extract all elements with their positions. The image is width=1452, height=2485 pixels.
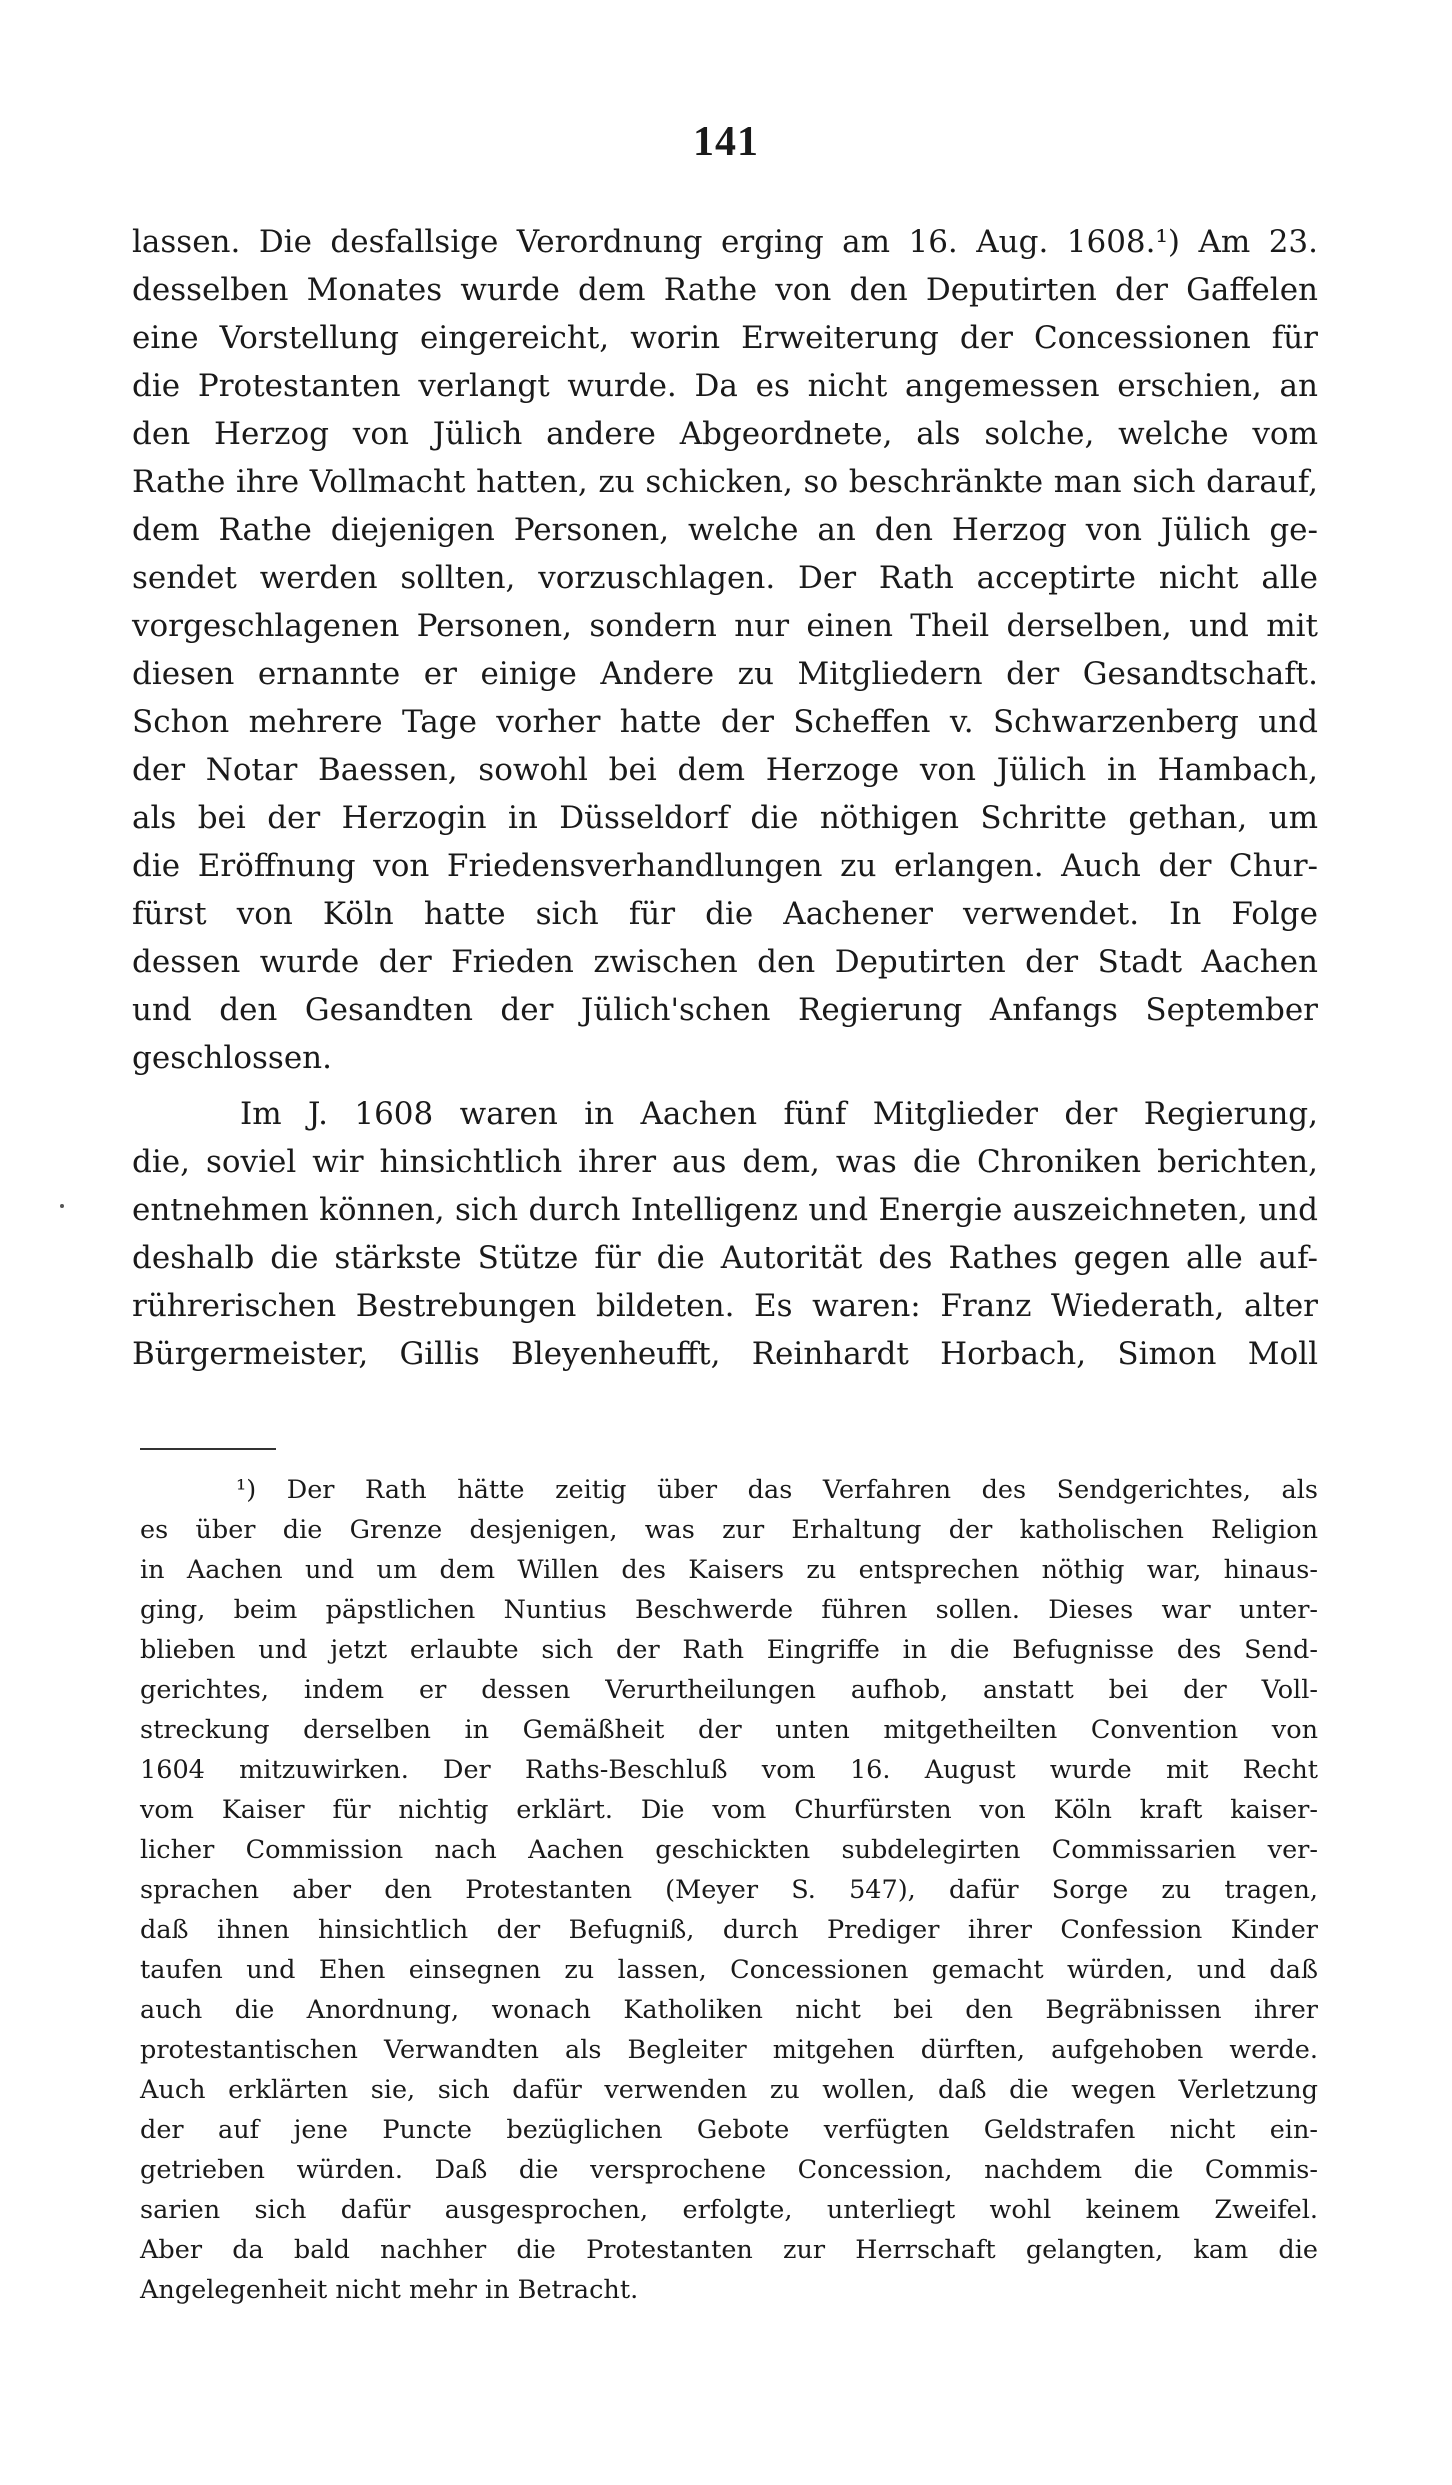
footnote-line: Angelegenheit nicht mehr in Betracht. bbox=[140, 2275, 639, 2305]
body-line: entnehmen können, sich durch Intelligenz und Energie auszeichneten, und bbox=[132, 1192, 1318, 1228]
footnote-line: der auf jene Puncte bezüglichen Gebote verfügten Geldstrafen nicht ein- bbox=[140, 2115, 1318, 2145]
footnote-rule bbox=[140, 1448, 276, 1450]
footnote-line: es über die Grenze desjenigen, was zur Erhaltung der katholischen Religion bbox=[140, 1515, 1318, 1545]
body-line: als bei der Herzogin in Düsseldorf die nöthigen Schritte gethan, um bbox=[132, 800, 1318, 836]
footnote-line: Aber da bald nachher die Protestanten zur Herrschaft gelangten, kam die bbox=[140, 2235, 1318, 2265]
footnote-line: protestantischen Verwandten als Begleiter mitgehen dürften, aufgehoben werde. bbox=[140, 2035, 1318, 2065]
body-line: Schon mehrere Tage vorher hatte der Scheffen v. Schwarzenberg und bbox=[132, 704, 1318, 740]
body-line: lassen. Die desfallsige Verordnung erging am 16. Aug. 1608.¹) Am 23. bbox=[132, 224, 1318, 260]
body-line: eine Vorstellung eingereicht, worin Erweiterung der Concessionen für bbox=[132, 320, 1318, 356]
body-line: deshalb die stärkste Stütze für die Autorität des Rathes gegen alle auf- bbox=[132, 1240, 1318, 1276]
footnote-line: gerichtes, indem er dessen Verurtheilungen aufhob, anstatt bei der Voll- bbox=[140, 1675, 1318, 1705]
footnote-line: ging, beim päpstlichen Nuntius Beschwerde führen sollen. Dieses war unter- bbox=[140, 1595, 1318, 1625]
footnote-line: taufen und Ehen einsegnen zu lassen, Concessionen gemacht würden, und daß bbox=[140, 1955, 1318, 1985]
footnote-line: vom Kaiser für nichtig erklärt. Die vom Churfürsten von Köln kraft kaiser- bbox=[140, 1795, 1318, 1825]
footnote-line: licher Commission nach Aachen geschickten subdelegirten Commissarien ver- bbox=[140, 1835, 1318, 1865]
footnote-line: Auch erklärten sie, sich dafür verwenden zu wollen, daß die wegen Verletzung bbox=[140, 2075, 1318, 2105]
body-line: dessen wurde der Frieden zwischen den Deputirten der Stadt Aachen bbox=[132, 944, 1318, 980]
footnote-line: daß ihnen hinsichtlich der Befugniß, durch Prediger ihrer Confession Kinder bbox=[140, 1915, 1318, 1945]
body-line: diesen ernannte er einige Andere zu Mitgliedern der Gesandtschaft. bbox=[132, 656, 1318, 692]
body-line: geschlossen. bbox=[132, 1040, 332, 1076]
body-line: Im J. 1608 waren in Aachen fünf Mitglieder der Regierung, bbox=[240, 1096, 1318, 1132]
body-line: die Protestanten verlangt wurde. Da es nicht angemessen erschien, an bbox=[132, 368, 1318, 404]
footnote-line: sprachen aber den Protestanten (Meyer S. 547), dafür Sorge zu tragen, bbox=[140, 1875, 1318, 1905]
body-line: und den Gesandten der Jülich'schen Regierung Anfangs September bbox=[132, 992, 1318, 1028]
body-line: Bürgermeister, Gillis Bleyenheufft, Reinhardt Horbach, Simon Moll bbox=[132, 1336, 1318, 1372]
footnote-line: streckung derselben in Gemäßheit der unten mitgetheilten Convention von bbox=[140, 1715, 1318, 1745]
footnote-line: ¹) Der Rath hätte zeitig über das Verfahren des Sendgerichtes, als bbox=[236, 1475, 1318, 1505]
body-line: die Eröffnung von Friedensverhandlungen zu erlangen. Auch der Chur- bbox=[132, 848, 1318, 884]
body-line: die, soviel wir hinsichtlich ihrer aus dem, was die Chroniken berichten, bbox=[132, 1144, 1318, 1180]
body-line: Rathe ihre Vollmacht hatten, zu schicken, so beschränkte man sich darauf, bbox=[132, 464, 1318, 500]
footnote-line: in Aachen und um dem Willen des Kaisers zu entsprechen nöthig war, hinaus- bbox=[140, 1555, 1318, 1585]
body-line: dem Rathe diejenigen Personen, welche an den Herzog von Jülich ge- bbox=[132, 512, 1318, 548]
footnote-line: sarien sich dafür ausgesprochen, erfolgte, unterliegt wohl keinem Zweifel. bbox=[140, 2195, 1318, 2225]
body-line: desselben Monates wurde dem Rathe von den Deputirten der Gaffelen bbox=[132, 272, 1318, 308]
body-line: rührerischen Bestrebungen bildeten. Es waren: Franz Wiederath, alter bbox=[132, 1288, 1318, 1324]
body-line: fürst von Köln hatte sich für die Aachener verwendet. In Folge bbox=[132, 896, 1318, 932]
footnote-line: getrieben würden. Daß die versprochene Concession, nachdem die Commis- bbox=[140, 2155, 1318, 2185]
body-line: vorgeschlagenen Personen, sondern nur einen Theil derselben, und mit bbox=[132, 608, 1318, 644]
body-line: der Notar Baessen, sowohl bei dem Herzoge von Jülich in Hambach, bbox=[132, 752, 1318, 788]
body-line: sendet werden sollten, vorzuschlagen. Der Rath acceptirte nicht alle bbox=[132, 560, 1318, 596]
footnote-line: 1604 mitzuwirken. Der Raths-Beschluß vom 16. August wurde mit Recht bbox=[140, 1755, 1318, 1785]
footnote-line: auch die Anordnung, wonach Katholiken nicht bei den Begräbnissen ihrer bbox=[140, 1995, 1318, 2025]
print-speck bbox=[60, 1204, 64, 1208]
footnote-line: blieben und jetzt erlaubte sich der Rath Eingriffe in die Befugnisse des Send- bbox=[140, 1635, 1318, 1665]
body-line: den Herzog von Jülich andere Abgeordnete, als solche, welche vom bbox=[132, 416, 1318, 452]
page-number: 141 bbox=[693, 119, 759, 165]
